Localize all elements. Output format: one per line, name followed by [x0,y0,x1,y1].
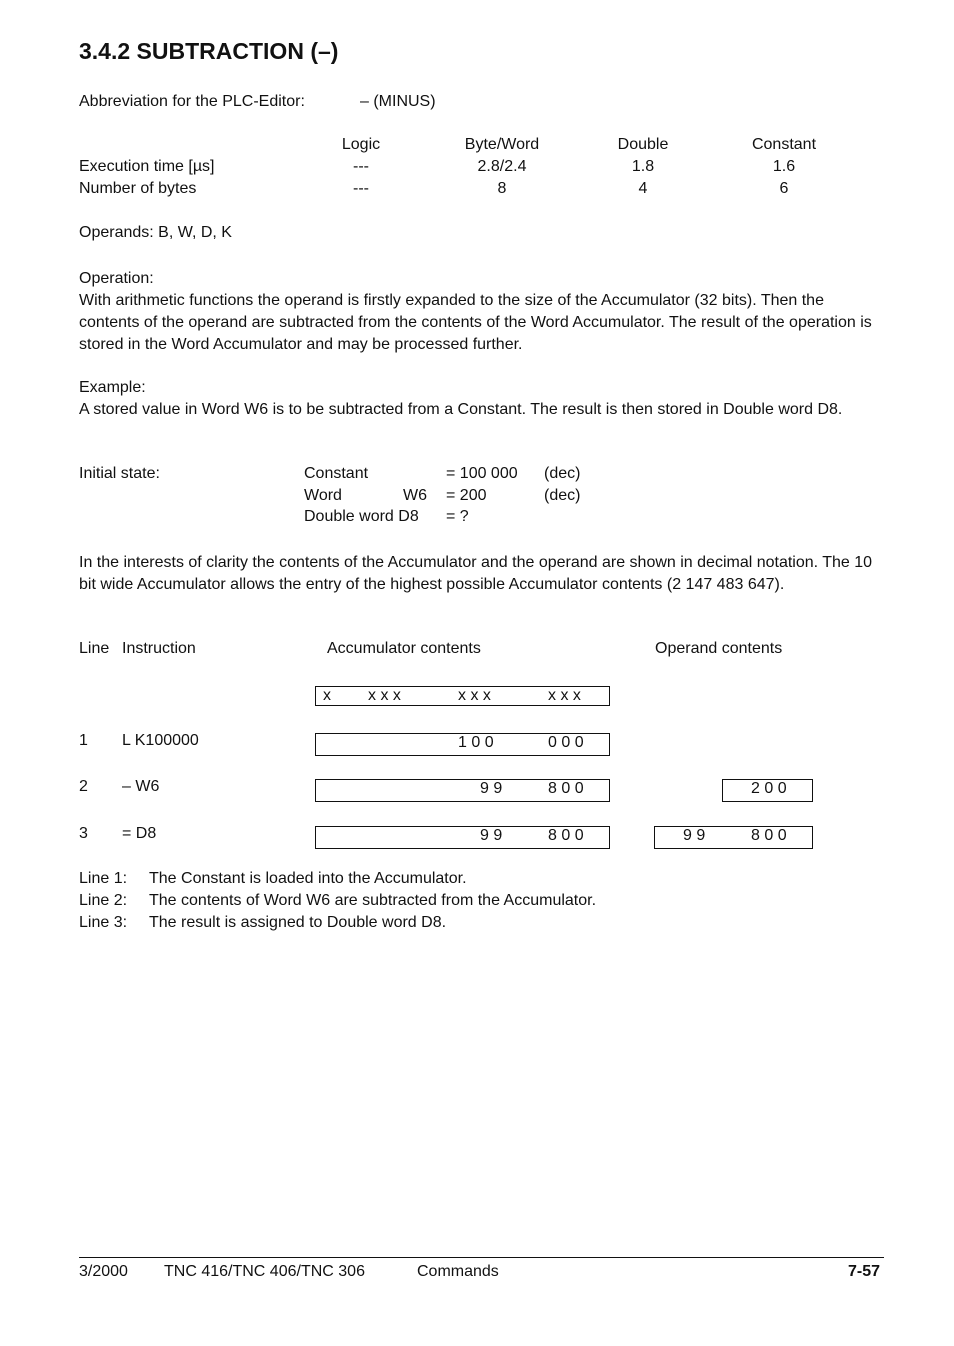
acc-digit-group: x x x [368,687,401,704]
initial-unit: (dec) [544,487,581,504]
example-text: A stored value in Word W6 is to be subtracted from a Constant. The result is then stored in Double word D8. [79,401,843,418]
acc-digit-group: 0 0 0 [548,734,584,751]
initial-addr: W6 [403,487,427,504]
abbrev-label: Abbreviation for the PLC-Editor: [79,93,305,110]
acc-digit-group: 8 0 0 [548,827,584,844]
timing-cell: --- [353,158,369,175]
timing-col-logic: Logic [341,136,381,153]
header-operand: Operand contents [655,640,783,657]
note-label: Line 1: [79,870,128,887]
initial-unit: (dec) [544,465,581,482]
timing-col-constant: Constant [751,136,817,153]
row-instruction: – W6 [122,778,160,795]
acc-digit-group: 1 0 0 [458,734,494,751]
row-line-number: 3 [79,825,88,842]
example-title: Example: [79,379,146,396]
accumulator-box [315,733,610,756]
operation-text: With arithmetic functions the operand is firstly expanded to the size of the Accumulator (32 bits). Then the contents of the operand are subtracted from the contents of the Word Accumulator. The result of the operation is stored in the Word Accumulator and may be processed further. [79,292,872,353]
initial-value: = 200 [446,487,487,504]
initial-name: Word [304,487,342,504]
initial-name: Constant [304,465,369,482]
op-digit-group: 2 0 0 [751,780,787,797]
acc-digit-group: 9 9 [480,780,503,797]
timing-cell: 1.8 [631,158,655,175]
clarity-text: In the interests of clarity the contents of the Accumulator and the operand are shown in decimal notation. The 10 bit wide Accumulator allows the entry of the highest possible Accumulator contents (2 147 483 647). [79,554,873,593]
row-line-number: 1 [79,732,88,749]
row-instruction: L K100000 [122,732,199,749]
timing-row-label: Execution time [µs] [79,158,215,175]
initial-value: = ? [446,508,469,525]
footer-page-number: 7-57 [847,1263,880,1280]
operand-box [654,826,813,849]
initial-value: = 100 000 [446,465,518,482]
timing-col-byteword: Byte/Word [464,136,540,153]
note-text: The Constant is loaded into the Accumulator. [149,870,467,887]
initial-label: Initial state: [79,465,160,482]
op-digit-group: 9 9 [683,827,706,844]
section-heading: 3.4.2 SUBTRACTION (–) [79,38,339,64]
footer-date: 3/2000 [79,1263,128,1280]
row-line-number: 2 [79,778,88,795]
timing-cell: 2.8/2.4 [477,158,527,175]
timing-col-double: Double [617,136,669,153]
op-digit-group: 8 0 0 [751,827,787,844]
note-text: The contents of Word W6 are subtracted from the Accumulator. [149,892,597,909]
note-text: The result is assigned to Double word D8. [149,914,447,931]
timing-cell: 4 [638,180,648,197]
header-line: Line [79,640,110,657]
abbrev-value: – (MINUS) [360,93,436,110]
row-instruction: = D8 [122,825,157,842]
header-accumulator: Accumulator contents [327,640,481,657]
acc-digit-group: 9 9 [480,827,503,844]
initial-name: Double word D8 [304,508,419,525]
accumulator-box [315,826,610,849]
operation-title: Operation: [79,270,154,287]
acc-digit-group: x x x [458,687,491,704]
operand-box [722,779,813,802]
timing-row-label: Number of bytes [79,180,197,197]
timing-cell: 1.6 [772,158,796,175]
header-instruction: Instruction [122,640,196,657]
acc-digit-group: x x x [548,687,581,704]
note-label: Line 2: [79,892,128,909]
accumulator-layout-box [315,686,610,706]
operands-line: Operands: B, W, D, K [79,224,232,241]
timing-cell: 8 [497,180,507,197]
note-label: Line 3: [79,914,128,931]
acc-digit-group: 8 0 0 [548,780,584,797]
footer-product: TNC 416/TNC 406/TNC 306 [164,1263,365,1280]
accumulator-box [315,779,610,802]
timing-cell: --- [353,180,369,197]
footer-section: Commands [417,1263,499,1280]
timing-cell: 6 [779,180,789,197]
acc-digit-group: x [323,687,331,704]
footer-rule [79,1257,884,1258]
